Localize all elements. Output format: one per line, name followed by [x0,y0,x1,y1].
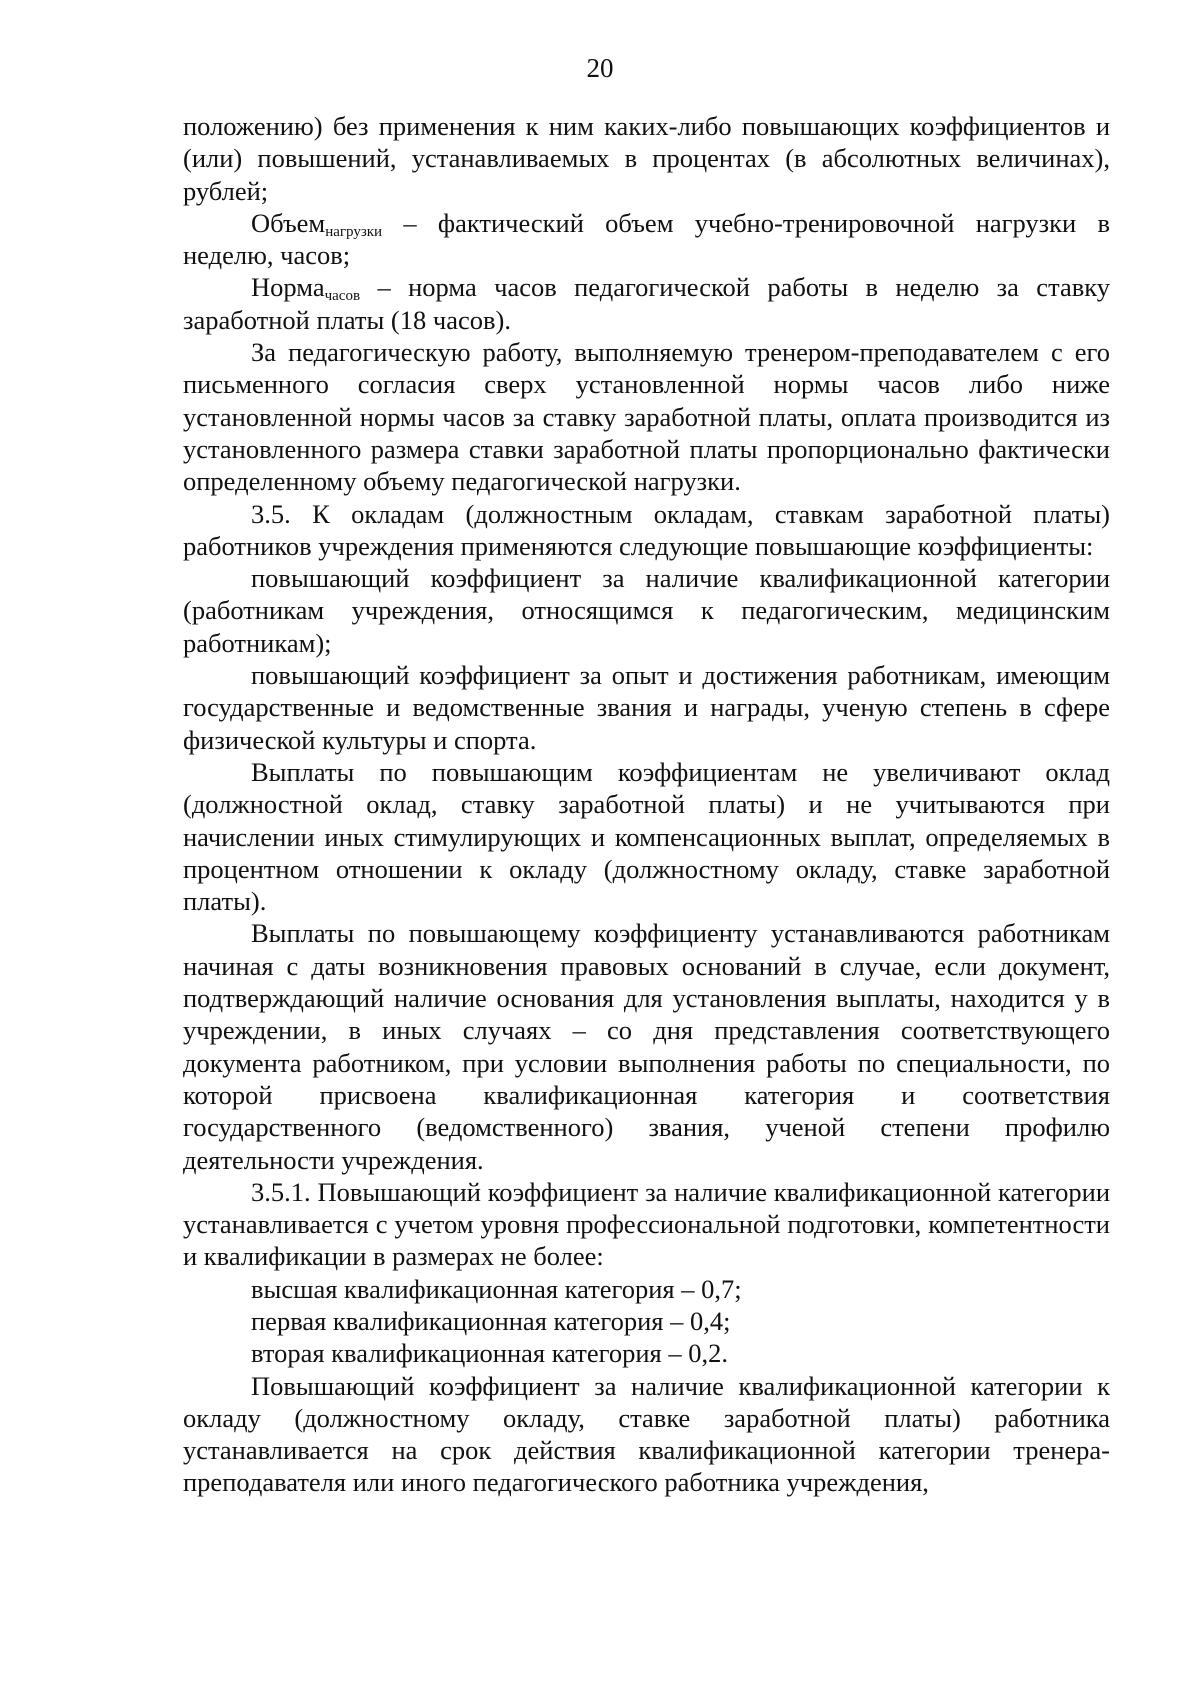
term-volume-subscript: нагрузки [325,223,383,240]
paragraph-pedagogical-work-payment: За педагогическую работу, выполняемую тренером-преподавателем с его письменного согласия сверх установленной нормы часов либо ниже установленной нормы часов за ставку заработной платы, оплата производится из установленного размера ставки заработной платы пропорционально фактически определенному объему педагогической нагрузки. [183,337,1110,497]
paragraph-experience-coefficient: повышающий коэффициент за опыт и достижения работникам, имеющим государственные и ведомственные звания и награды, ученую степень в сфере физической культуры и спорта. [183,660,1110,755]
paragraph-coefficient-term: Повышающий коэффициент за наличие квалификационной категории к окладу (должностному окладу, ставке заработной платы) работника устанавливается на срок действия квалификационной категории тренера-преподавателя или иного педагогического работника учреждения, [183,1370,1110,1498]
category-item-highest: высшая квалификационная категория – 0,7; [251,1273,742,1304]
paragraph-payments-effective-date: Выплаты по повышающему коэффициенту устанавливаются работникам начиная с даты возникновения правовых оснований в случае, если документ, подтверждающий наличие основания для установления выплаты, находится у в учреждении, в иных случаях – со дня представления соответствующего документа работником, при условии выполнения работы по специальности, по которой присвоена квалификационная категория и соответствия государственного (ведомственного) звания, ученой степени профилю деятельности учреждения. [183,918,1110,1175]
category-item-second: вторая квалификационная категория – 0,2. [251,1338,728,1369]
term-volume: Объем [251,207,326,238]
paragraph-payments-not-increase-salary: Выплаты по повышающим коэффициентам не увеличивают оклад (должностной оклад, ставку заработной платы) и не учитываются при начислении иных стимулирующих и компенсационных выплат, определяемых в процентном отношении к окладу (должностному окладу, ставке заработной платы). [183,756,1110,917]
paragraph-load-volume-definition [183,207,1110,272]
definition-volume-text: – фактический объем учебно-тренировочной нагрузки в неделю, часов; [183,207,1110,271]
paragraph-qualification-coefficient: повышающий коэффициент за наличие квалификационной категории (работникам учреждения, относящимся к педагогическим, медицинским работникам); [183,563,1110,658]
category-item-first: первая квалификационная категория – 0,4; [251,1305,731,1336]
paragraph-section-3-5: 3.5. К окладам (должностным окладам, ставкам заработной платы) работников учреждения применяются следующие повышающие коэффициенты: [183,498,1110,561]
paragraph-section-3-5-1: 3.5.1. Повышающий коэффициент за наличие квалификационной категории устанавливается с учетом уровня профессиональной подготовки, компетентности и квалификации в размерах не более: [183,1176,1110,1272]
term-norm: Норма [251,272,325,303]
paragraph-hours-norm-definition [183,271,1110,336]
page-number: 20 [586,53,614,83]
definition-norm-text: – норма часов педагогической работы в неделю за ставку заработной платы (18 часов). [183,272,1110,335]
document-body [183,110,1110,1499]
paragraph-salary-continuation: положению) без применения к ним каких-либо повышающих коэффициентов и (или) повышений, устанавливаемых в процентах (в абсолютных величинах), рублей; [183,111,1110,206]
term-norm-subscript: часов [324,288,361,305]
